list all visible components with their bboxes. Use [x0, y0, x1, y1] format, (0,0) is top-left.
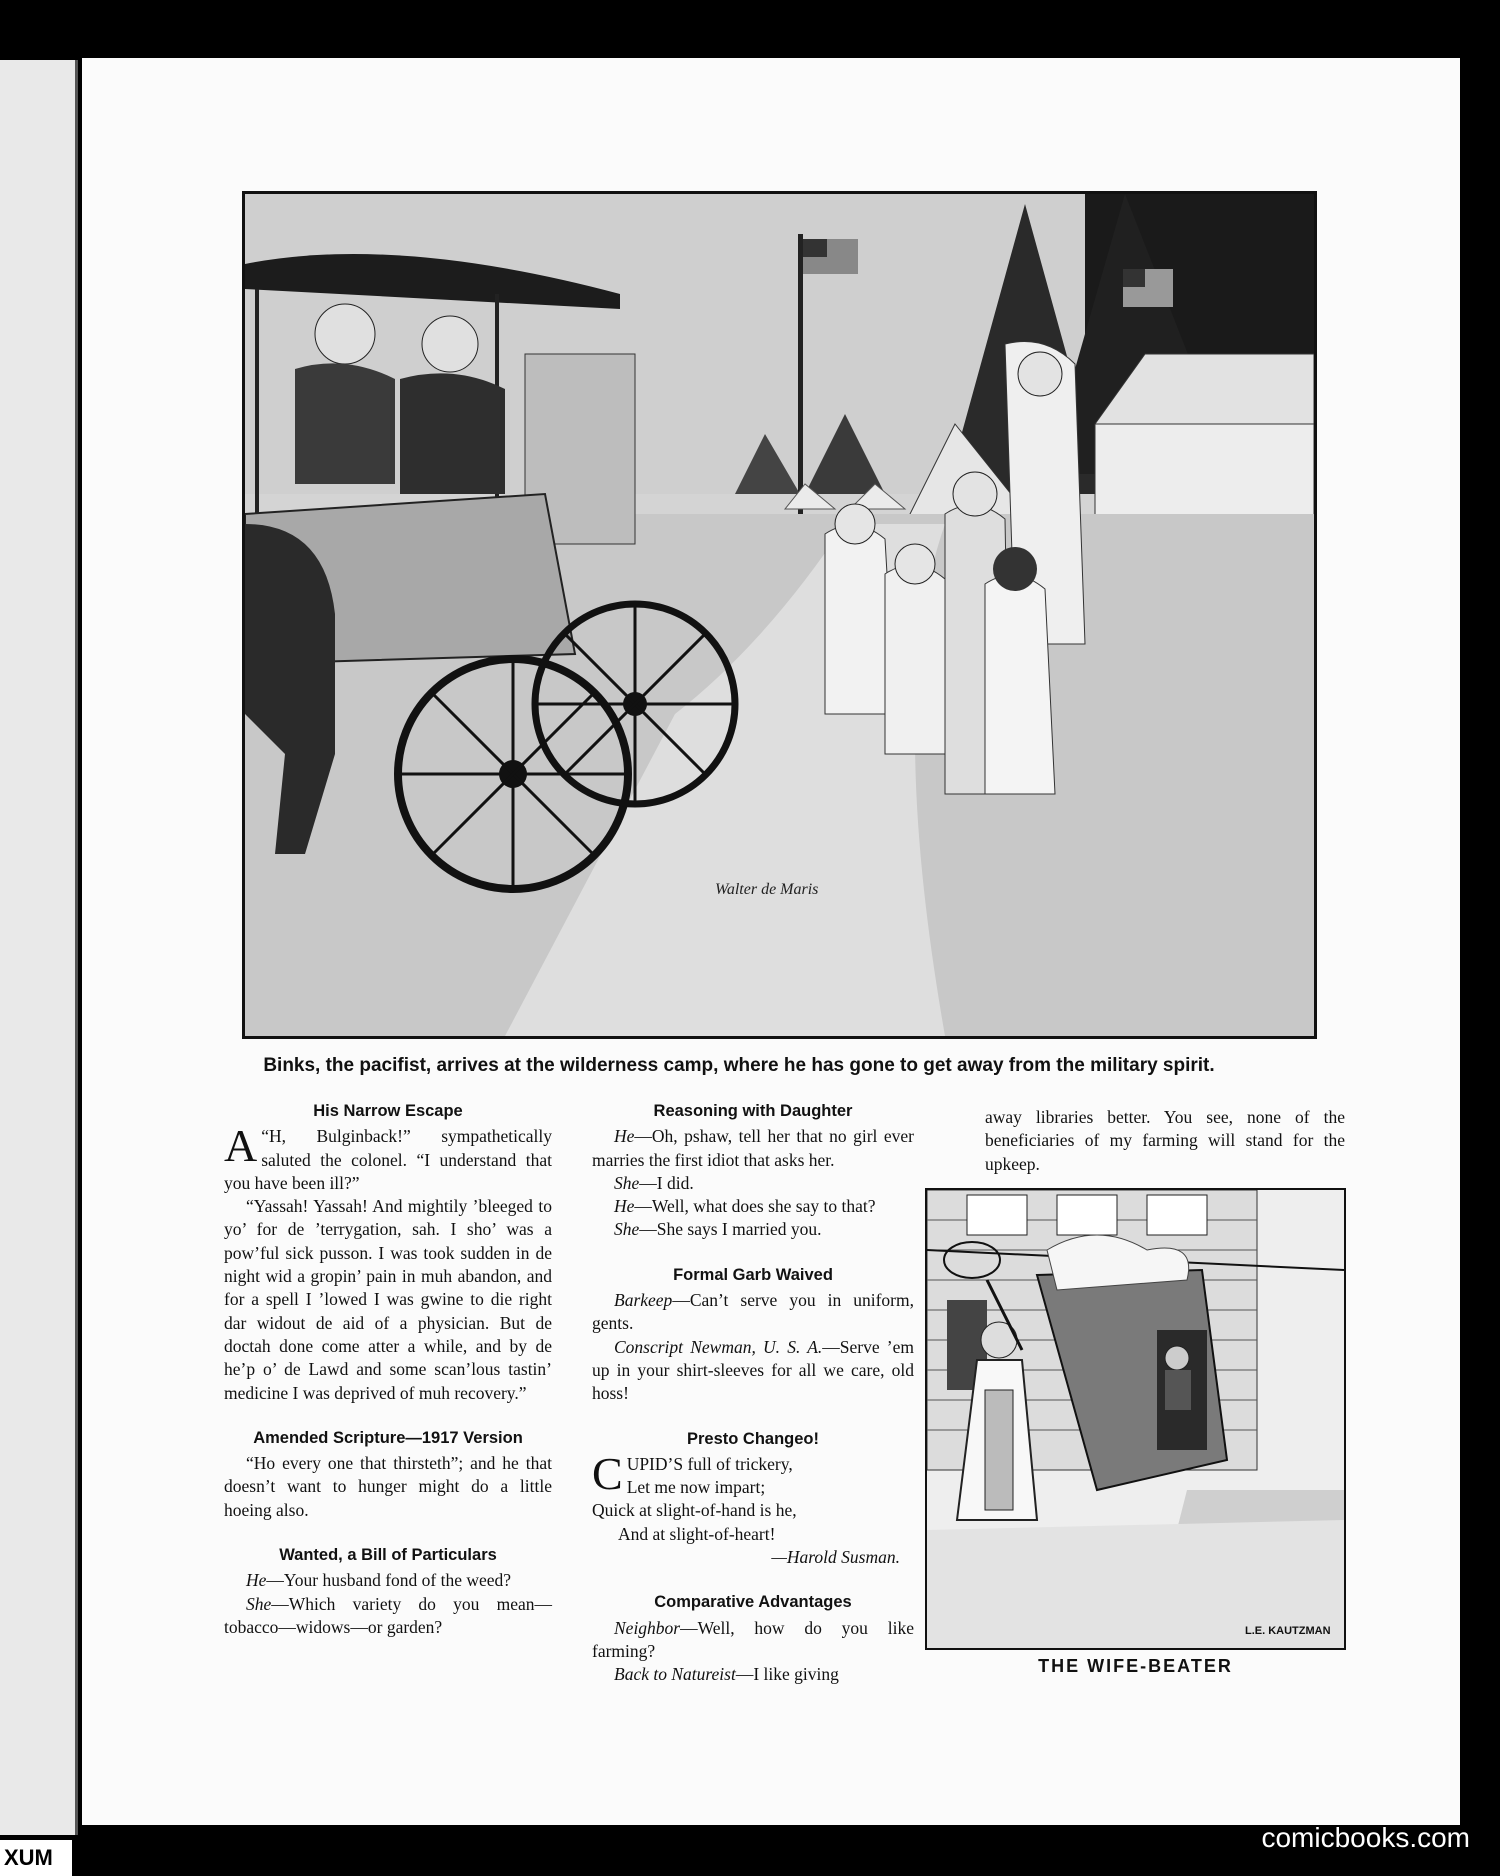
- pacifist-camp-illustration: [242, 191, 1317, 1039]
- article-title: Amended Scripture—1917 Version: [253, 1428, 523, 1447]
- line-text: —Which variety do you mean—tobacco—widows—or garden?: [224, 1593, 552, 1637]
- poem: [592, 1447, 914, 1546]
- poem-line: UPID’S full of trickery,: [626, 1453, 793, 1474]
- dialogue-line: [592, 1617, 914, 1664]
- page-gutter: [75, 60, 78, 1835]
- speaker: Conscript Newman, U. S. A.: [614, 1336, 823, 1357]
- drop-cap: A: [224, 1120, 258, 1172]
- line-text: —She says I married you.: [639, 1219, 822, 1240]
- article-paragraph: [224, 1120, 552, 1195]
- paragraph-text: H, Bulginback!” sympathetically saluted the colonel. “I understand that you have been ill?”: [224, 1126, 552, 1193]
- article-title: Comparative Advantages: [654, 1593, 852, 1612]
- column-2: [592, 1100, 914, 1687]
- line-text: —Your husband fond of the weed?: [266, 1570, 512, 1591]
- speaker: Neighbor: [614, 1617, 681, 1638]
- dialogue-line: [592, 1663, 914, 1686]
- wife-beater-cartoon: [925, 1188, 1346, 1650]
- line-text: —Well, what does she say to that?: [634, 1196, 876, 1217]
- corner-label: XUM: [0, 1840, 72, 1876]
- article-title: Formal Garb Waived: [673, 1265, 833, 1284]
- line-text: —Can’t serve you in uniform, gents.: [592, 1290, 914, 1334]
- dialogue-line: [224, 1569, 552, 1592]
- article-continuation: away libraries better. You see, none of the beneficiaries of my farming will stand for the upkeep.: [985, 1107, 1345, 1174]
- speaker: Barkeep: [614, 1290, 673, 1311]
- drop-cap: C: [592, 1447, 623, 1499]
- speaker: She: [246, 1593, 272, 1614]
- line-text: —I did.: [639, 1172, 694, 1193]
- illustration-caption: Binks, the pacifist, arrives at the wilderness camp, where he has gone to get away from the military spirit.: [263, 1055, 1215, 1076]
- line-text: —Well, how do you like farming?: [592, 1617, 914, 1661]
- dialogue-line: [592, 1172, 914, 1195]
- article-paragraph: “Ho every one that thirsteth”; and he that doesn’t want to hunger might do a little hoeing also.: [224, 1453, 552, 1520]
- poem-line: Let me now impart;: [626, 1477, 766, 1498]
- speaker: She: [614, 1219, 640, 1240]
- article-title: Presto Changeo!: [686, 1429, 820, 1448]
- dialogue-line: [592, 1289, 914, 1336]
- article-title: His Narrow Escape: [313, 1102, 463, 1120]
- poem-line: And at slight-of-heart!: [618, 1523, 776, 1544]
- column-3: [985, 1106, 1345, 1176]
- dialogue-line: [592, 1336, 914, 1406]
- line-text: —I like giving: [735, 1664, 839, 1685]
- speaker: Back to Natureist: [614, 1664, 736, 1685]
- dialogue-line: [592, 1125, 914, 1172]
- column-1: [224, 1100, 552, 1639]
- article-title: Wanted, a Bill of Particulars: [279, 1546, 497, 1565]
- speaker: She: [614, 1172, 640, 1193]
- left-page-edge: [0, 60, 78, 1835]
- speaker: He: [246, 1570, 267, 1591]
- dialogue-line: [592, 1195, 914, 1218]
- speaker: He: [614, 1196, 635, 1217]
- cartoon-drawing: [927, 1190, 1344, 1648]
- watermark: comicbooks.com: [1261, 1822, 1470, 1853]
- poem-author: —Harold Susman.: [771, 1547, 900, 1568]
- illustration-drawing: [245, 194, 1314, 1036]
- speaker: He: [614, 1126, 635, 1147]
- illustration-signature: Walter de Maris: [715, 881, 819, 898]
- article-title: Reasoning with Daughter: [653, 1102, 853, 1120]
- cartoon-title: THE WIFE-BEATER: [1038, 1656, 1233, 1676]
- article-paragraph: “Yassah! Yassah! And mightily ’bleeged to yo’ for de ’terrygation, sah. I sho’ was a pow’ful sick pusson. I was took sudden in de night wid a gropin’ pain in muh abandon, and for a spell I ’lowed I was gwine to die right dar widout de aid of a physician. But de doctah done come atter a while, and by de he’p o’ de Lawd and some scan’lous tastin’ medicine I was deprived of muh recovery.”: [224, 1196, 552, 1403]
- dialogue-line: [224, 1593, 552, 1640]
- poem-line: Quick at slight-of-hand is he,: [592, 1500, 797, 1521]
- open-quote: “: [261, 1126, 270, 1147]
- line-text: —Oh, pshaw, tell her that no girl ever marries the first idiot that asks her.: [592, 1126, 914, 1170]
- dialogue-line: [592, 1218, 914, 1241]
- cartoon-signature: L.E. KAUTZMAN: [1245, 1625, 1331, 1637]
- line-text: —Serve ’em up in your shirt-sleeves for all we care, old hoss!: [592, 1336, 914, 1404]
